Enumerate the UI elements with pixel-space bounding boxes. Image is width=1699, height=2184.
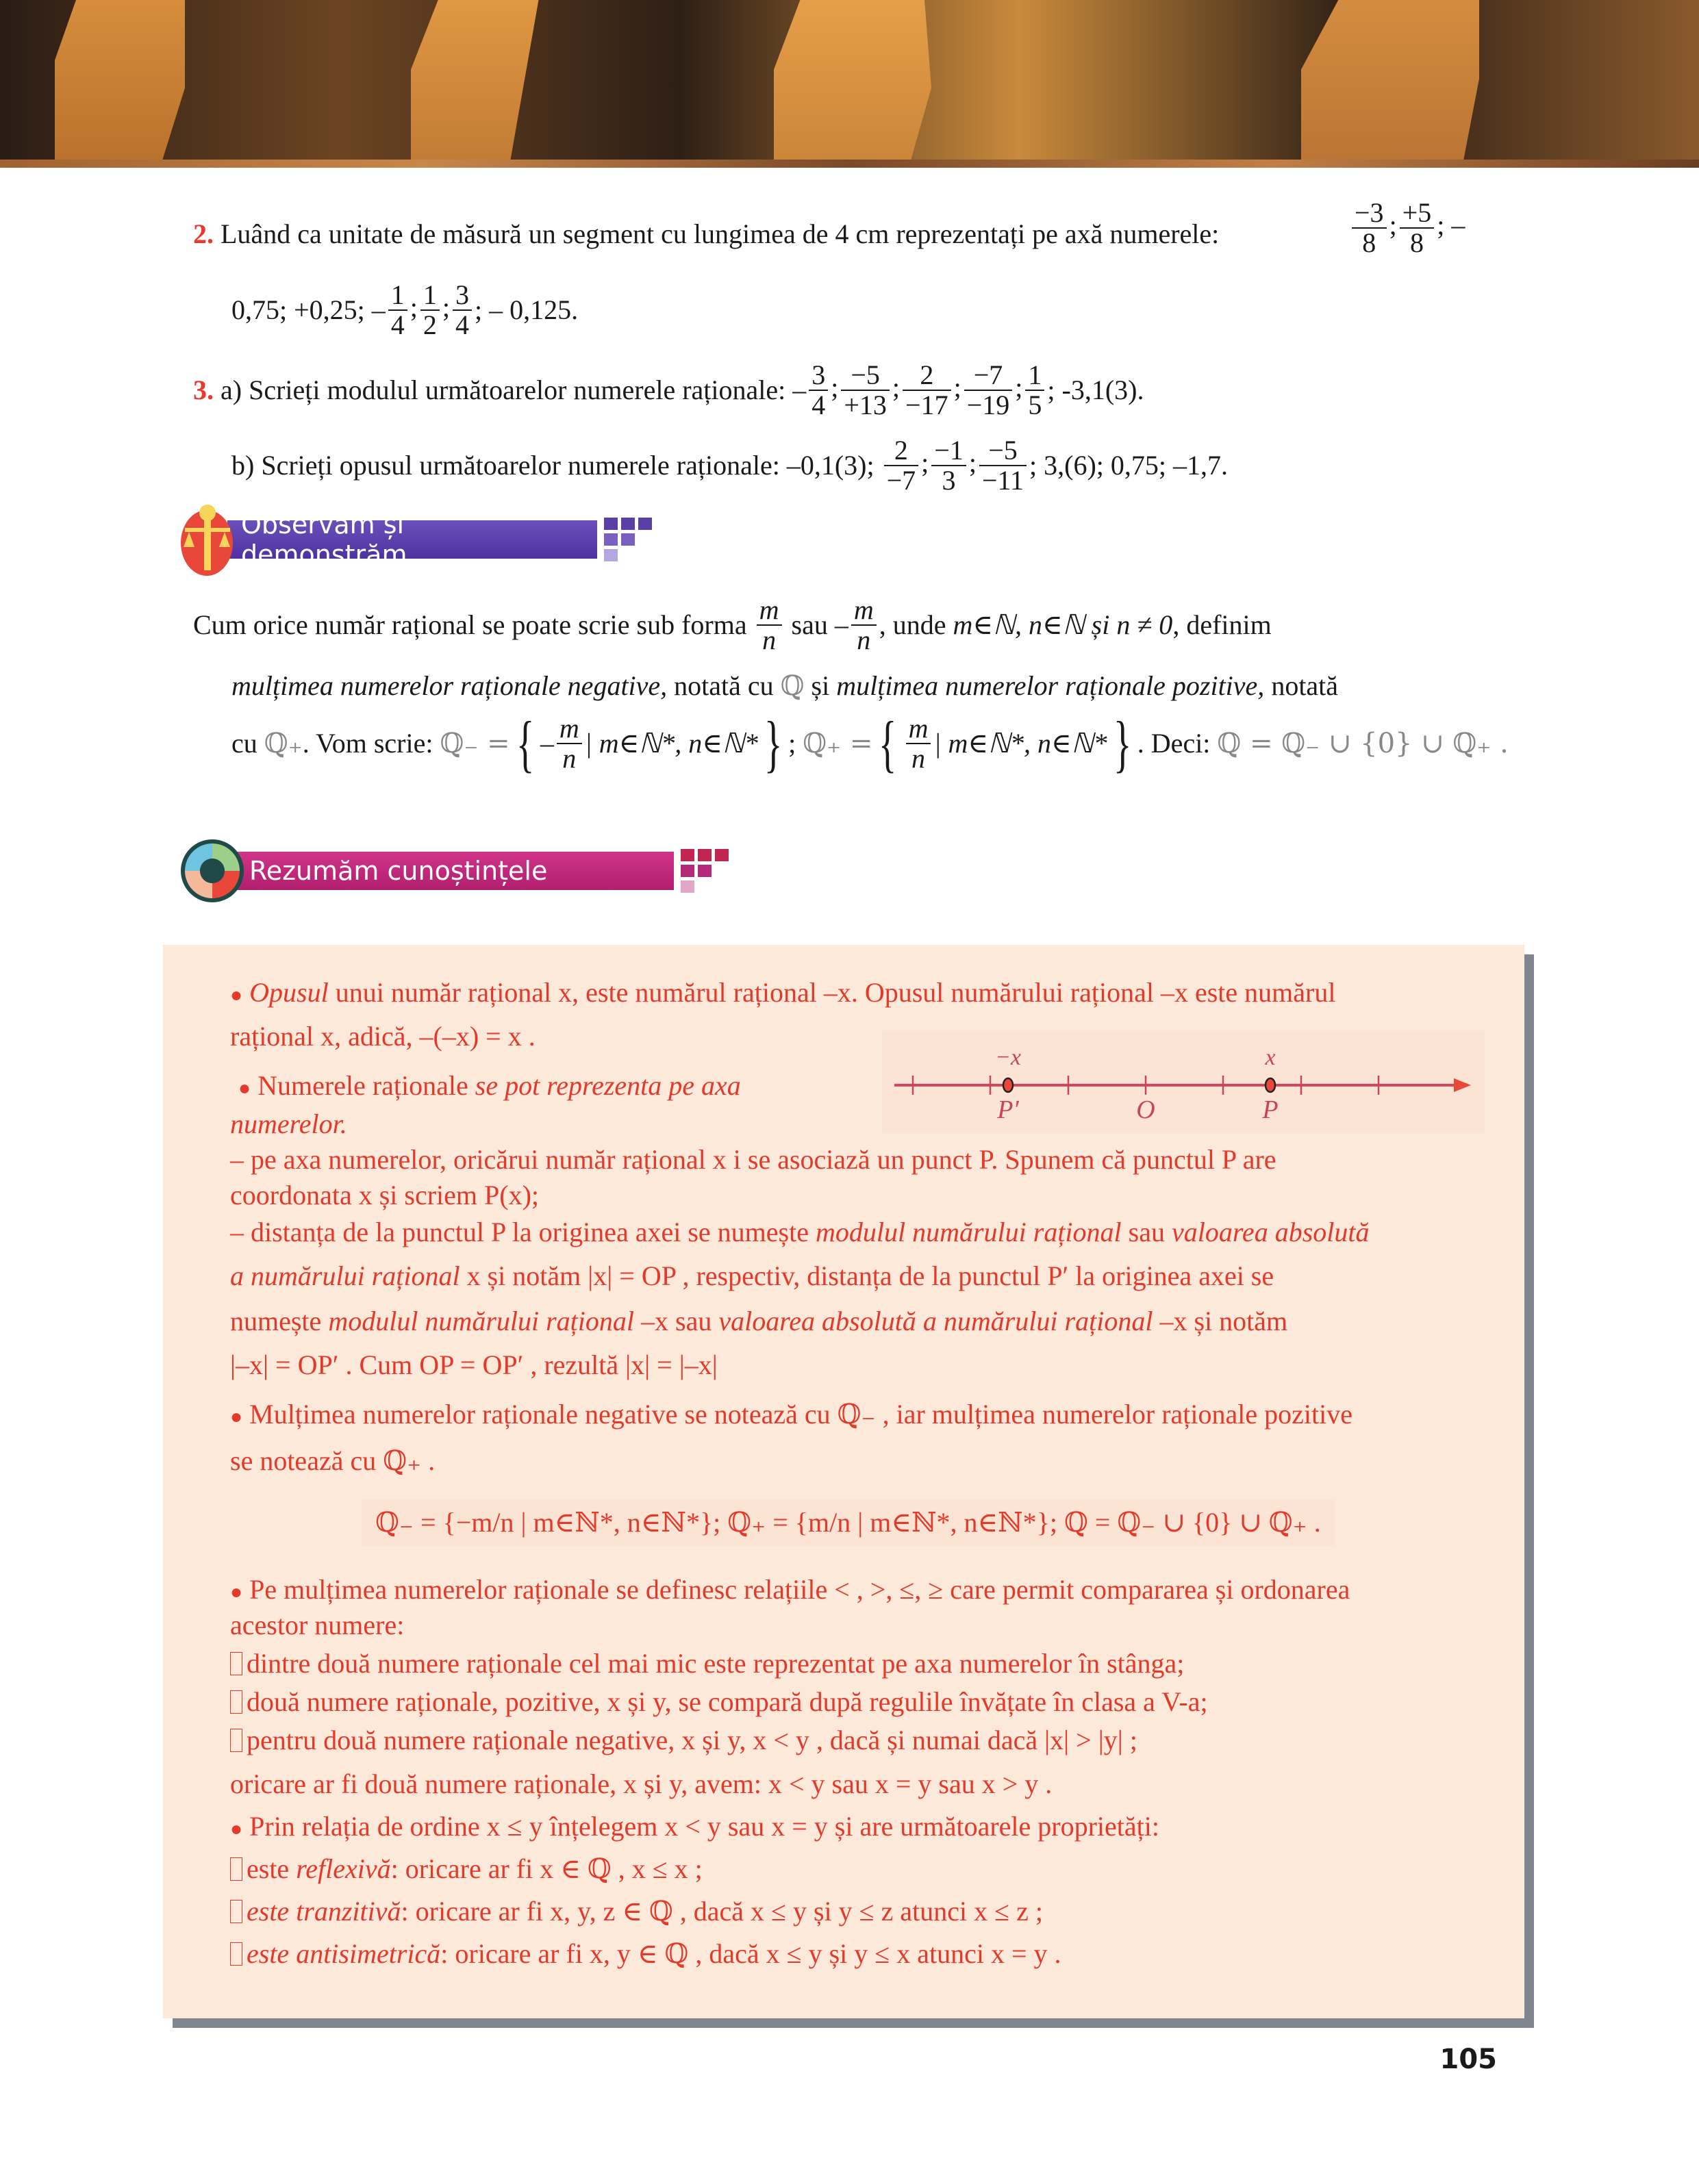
- fraction: $\frac{-5}{+13}$: [841, 361, 890, 420]
- exercise-text: Luând ca unitate de măsură un segment cu lungimea de 4 cm reprezentați pe axă numerele:: [221, 218, 1220, 249]
- summary-text: se notează cu ℚ₊ .: [230, 1445, 436, 1476]
- number-axis-diagram: [882, 1030, 1485, 1133]
- exercise-3a: 3. a) Scrieți modulul următoarelor numerele raționale: – $\frac{3}{4}$ ; $\frac{-5}{+13}$ ; $\frac{2}{-17}$ ; $\frac{-7}{-19}$ ; $\frac{1}{5}$ ; -3,1(3).: [193, 359, 1144, 420]
- fraction: $\frac{2}{-7}$: [884, 436, 919, 495]
- summary-dash-item: – pe axa numerelor, oricărui număr rațional x i se asociază un punct P. Spunem că punctul P are: [230, 1144, 1276, 1175]
- axis-label-p: P: [1262, 1095, 1279, 1124]
- axis-label-origin: O: [1136, 1095, 1155, 1124]
- fraction: $\frac{1}{5}$: [1025, 361, 1044, 420]
- observe-paragraph-line1: Cum orice număr rațional se poate scrie sub forma $\frac{m}{n}$ sau – $\frac{m}{n}$ , unde m∈ℕ, n∈ℕ și n ≠ 0, definim: [193, 594, 1272, 655]
- scales-icon: [179, 502, 241, 577]
- fraction: $\frac{+5}{8}$: [1400, 199, 1435, 257]
- summary-dash-item: – distanța de la punctul P la originea axei se numește modulul numărului rațional sau valoarea absolută: [230, 1217, 1370, 1247]
- fraction: $\frac{3}{4}$: [453, 281, 472, 340]
- axis-label-x: x: [1265, 1045, 1276, 1070]
- summary-text: coordonata x și scriem P(x);: [230, 1180, 539, 1210]
- decorative-squares: [604, 518, 652, 561]
- header-banner-image: [0, 0, 1699, 168]
- summary-text: |–x| = OP′ . Cum OP = OP′ , rezultă |x| = |–x|: [230, 1349, 718, 1380]
- axis-label-neg-x: −x: [994, 1045, 1022, 1070]
- section-heading-observe: [179, 509, 652, 570]
- exercise-2-line2: 0,75; +0,25; – $\frac{1}{4}$ ; $\frac{1}{2}$ ; $\frac{3}{4}$ ; – 0,125.: [231, 279, 579, 340]
- exercise-number: 2.: [193, 218, 214, 249]
- section-title: Observăm și demonstrăm: [241, 509, 407, 570]
- exercise-3b: b) Scrieți opusul următoarelor numerele raționale: –0,1(3); $\frac{2}{-7}$ ; $\frac{-1}{3}$ ; $\frac{-5}{-11}$ ; 3,(6); 0,75; –1,7.: [231, 435, 1229, 496]
- fraction: $\frac{-7}{-19}$: [964, 361, 1013, 420]
- summary-formula: ℚ₋ = {−m/n | m∈ℕ*, n∈ℕ*}; ℚ₊ = {m/n | m∈ℕ*, n∈ℕ*}; ℚ = ℚ₋ ∪ {0} ∪ ℚ₊ .: [362, 1499, 1335, 1546]
- property-antisymmetric: este antisimetrică: oricare ar fi x, y ∈ ℚ , dacă x ≤ y și y ≤ x atunci x = y .: [230, 1938, 1061, 1970]
- fraction: $\frac{-1}{3}$: [931, 436, 966, 495]
- observe-paragraph-line2: mulțimea numerelor raționale negative, notată cu ℚ și mulțimea numerelor raționale pozitive, notată: [231, 670, 1339, 702]
- page-number: 105: [1439, 2044, 1497, 2075]
- section-heading-summary: [179, 843, 729, 898]
- exercise-2-line1: [193, 218, 1219, 251]
- summary-text: acestor numere:: [230, 1610, 405, 1640]
- summary-bullet-order: ● Prin relația de ordine x ≤ y înțelegem x < y sau x = y și are următoarele proprietăți:: [230, 1811, 1159, 1842]
- summary-rule-item: pentru două numere raționale negative, x și y, x < y , dacă și numai dacă |x| > |y| ;: [230, 1724, 1137, 1757]
- decorative-squares: [681, 849, 729, 893]
- summary-text: numerelor.: [230, 1108, 347, 1139]
- exercise-2-fractions: $\frac{-3}{8}$ ; $\frac{+5}{8}$ ; –: [1349, 199, 1465, 257]
- summary-bullet-sets: ● Mulțimea numerelor raționale negative se notează cu ℚ₋ , iar mulțimea numerelor raționale pozitive: [230, 1399, 1353, 1430]
- fraction-m-over-n: $\frac{m}{n}$: [757, 596, 782, 655]
- summary-rule-item: două numere raționale, pozitive, x și y, se compară după regulile învățate în clasa a V-a;: [230, 1686, 1208, 1718]
- section-title-band: [236, 852, 674, 890]
- fraction-m-over-n: $\frac{m}{n}$: [851, 596, 877, 655]
- point-p-prime: [1003, 1078, 1013, 1092]
- banner-prism: [411, 0, 541, 168]
- point-p: [1266, 1078, 1275, 1092]
- summary-text: rațional x, adică, –(–x) = x .: [230, 1021, 536, 1052]
- fraction: $\frac{1}{4}$: [388, 281, 407, 340]
- property-reflexive: este reflexivă: oricare ar fi x ∈ ℚ , x ≤ x ;: [230, 1853, 703, 1885]
- section-title-band: [227, 509, 597, 570]
- summary-text: oricare ar fi două numere raționale, x și y, avem: x < y sau x = y sau x > y .: [230, 1768, 1053, 1799]
- banner-prism: [55, 0, 185, 168]
- fraction: $\frac{1}{2}$: [420, 281, 440, 340]
- summary-rule-item: dintre două numere raționale cel mai mic este reprezentat pe axa numerelor în stânga;: [230, 1647, 1184, 1680]
- summary-box: [163, 945, 1524, 2018]
- summary-bullet-opposite: ● Opusul unui număr rațional x, este numărul rațional –x. Opusul numărului rațional –x este numărul: [230, 977, 1336, 1008]
- summary-bullet-axis: ● Numerele raționale se pot reprezenta pe axa: [238, 1070, 741, 1101]
- summary-text: numește modulul numărului rațional –x sau valoarea absolută a numărului rațional –x și notăm: [230, 1306, 1288, 1336]
- exercise-number: 3.: [193, 374, 214, 405]
- fraction: $\frac{2}{-17}$: [903, 361, 951, 420]
- axis-label-p-prime: P′: [997, 1095, 1019, 1124]
- banner-bottom-bar: [0, 160, 1699, 168]
- union-formula: ℚ = ℚ₋ ∪ {0} ∪ ℚ₊ .: [1217, 728, 1509, 759]
- fraction: $\frac{-3}{8}$: [1352, 199, 1387, 257]
- fraction: $\frac{-5}{-11}$: [979, 436, 1027, 495]
- section-title: Rezumăm cunoștințele: [249, 856, 548, 886]
- observe-paragraph-line3: cu ℚ₊. Vom scrie: ℚ₋ ={ – $\frac{m}{n}$ | m∈ℕ*, n∈ℕ*} ; ℚ₊ ={ $\frac{m}{n}$ | m∈ℕ*, n∈ℕ*} . Deci: ℚ = ℚ₋ ∪ {0} ∪ ℚ₊ .: [231, 709, 1509, 778]
- banner-prism: [1301, 0, 1479, 168]
- summary-text: a numărului rațional x și notăm |x| = OP , respectiv, distanța de la punctul P′ la originea axei se: [230, 1260, 1274, 1291]
- cycle-arrows-icon: [179, 838, 245, 904]
- summary-bullet-relations: ● Pe mulțimea numerelor raționale se definesc relațiile < , >, ≤, ≥ care permit compararea și ordonarea: [230, 1574, 1350, 1605]
- fraction: $\frac{3}{4}$: [809, 361, 828, 420]
- property-transitive: este tranzitivă: oricare ar fi x, y, z ∈ ℚ , dacă x ≤ y și y ≤ z atunci x ≤ z ;: [230, 1895, 1043, 1928]
- banner-prism: [774, 0, 931, 168]
